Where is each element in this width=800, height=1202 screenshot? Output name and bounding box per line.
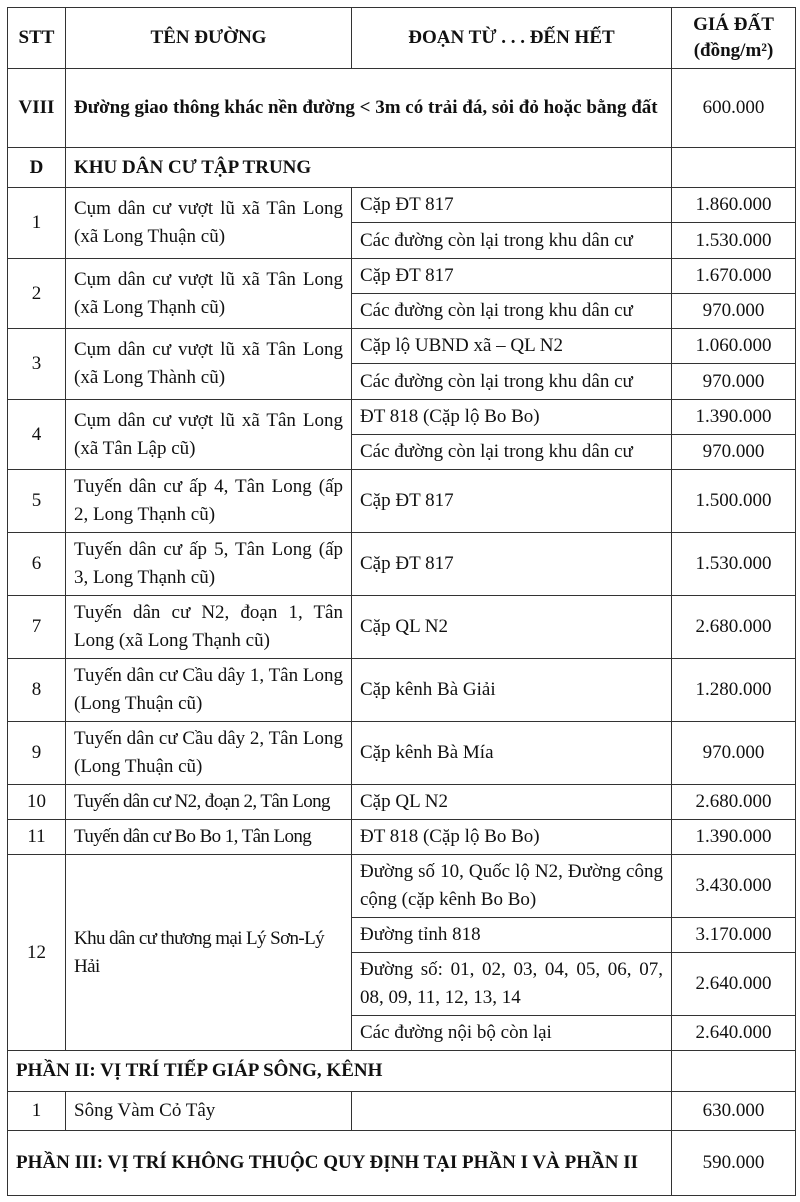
row-segment: Đường số: 01, 02, 03, 04, 05, 06, 07, 08, 09, 11, 12, 13, 14	[352, 953, 672, 1016]
row-price: 1.670.000	[672, 259, 796, 294]
header-name: TÊN ĐƯỜNG	[66, 8, 352, 69]
row-segment: Các đường còn lại trong khu dân cư	[352, 364, 672, 400]
row-name: Sông Vàm Cỏ Tây	[66, 1092, 352, 1131]
row-segment: Các đường nội bộ còn lại	[352, 1016, 672, 1051]
header-stt: STT	[8, 8, 66, 69]
section-row-d	[8, 148, 796, 188]
row-price: 2.680.000	[672, 785, 796, 820]
row-name: Khu dân cư thương mại Lý Sơn-Lý Hải	[66, 855, 352, 1051]
row-price: 1.860.000	[672, 188, 796, 223]
row-segment: Đường tỉnh 818	[352, 918, 672, 953]
row-stt: 7	[8, 596, 66, 659]
row-price: 1.500.000	[672, 470, 796, 533]
row-stt: 4	[8, 400, 66, 470]
part-ii-row	[8, 1051, 796, 1092]
row-stt: 6	[8, 533, 66, 596]
row-name: Tuyến dân cư Bo Bo 1, Tân Long	[66, 820, 352, 855]
section-row-viii	[8, 69, 796, 148]
table-row	[8, 259, 796, 294]
table-row	[8, 533, 796, 596]
table-row	[8, 659, 796, 722]
row-segment: Cặp ĐT 817	[352, 470, 672, 533]
row-name: Tuyến dân cư N2, đoạn 2, Tân Long	[66, 785, 352, 820]
section-title: KHU DÂN CƯ TẬP TRUNG	[66, 148, 672, 188]
row-segment: Cặp kênh Bà Giải	[352, 659, 672, 722]
section-price: 600.000	[672, 69, 796, 148]
row-price: 2.680.000	[672, 596, 796, 659]
table-row	[8, 1092, 796, 1131]
row-name: Cụm dân cư vượt lũ xã Tân Long (xã Long Thạnh cũ)	[66, 259, 352, 329]
row-segment: Cặp ĐT 817	[352, 188, 672, 223]
row-segment: Cặp kênh Bà Mía	[352, 722, 672, 785]
row-stt: 9	[8, 722, 66, 785]
row-stt: 1	[8, 188, 66, 259]
row-name: Tuyến dân cư ấp 5, Tân Long (ấp 3, Long Thạnh cũ)	[66, 533, 352, 596]
row-price: 3.430.000	[672, 855, 796, 918]
row-price: 970.000	[672, 364, 796, 400]
row-stt: 1	[8, 1092, 66, 1131]
row-price: 970.000	[672, 435, 796, 470]
row-segment: Cặp ĐT 817	[352, 259, 672, 294]
row-stt: 11	[8, 820, 66, 855]
row-segment: ĐT 818 (Cặp lộ Bo Bo)	[352, 400, 672, 435]
table-row	[8, 400, 796, 435]
part-iii-row	[8, 1131, 796, 1196]
row-segment: Cặp QL N2	[352, 596, 672, 659]
part-ii-price	[672, 1051, 796, 1092]
row-name: Tuyến dân cư N2, đoạn 1, Tân Long (xã Long Thạnh cũ)	[66, 596, 352, 659]
row-name: Tuyến dân cư Cầu dây 1, Tân Long (Long Thuận cũ)	[66, 659, 352, 722]
row-price: 2.640.000	[672, 1016, 796, 1051]
table-row	[8, 596, 796, 659]
row-segment: Các đường còn lại trong khu dân cư	[352, 435, 672, 470]
row-segment: Các đường còn lại trong khu dân cư	[352, 223, 672, 259]
table-row	[8, 855, 796, 918]
row-name: Cụm dân cư vượt lũ xã Tân Long (xã Tân Lập cũ)	[66, 400, 352, 470]
row-price: 630.000	[672, 1092, 796, 1131]
section-title: Đường giao thông khác nền đường < 3m có trải đá, sỏi đỏ hoặc bằng đất	[66, 69, 672, 148]
row-stt: 5	[8, 470, 66, 533]
table-row	[8, 188, 796, 223]
part-iii-price: 590.000	[672, 1131, 796, 1196]
row-segment: ĐT 818 (Cặp lộ Bo Bo)	[352, 820, 672, 855]
row-stt: 8	[8, 659, 66, 722]
header-segment: ĐOẠN TỪ . . . ĐẾN HẾT	[352, 8, 672, 69]
row-name: Cụm dân cư vượt lũ xã Tân Long (xã Long Thành cũ)	[66, 329, 352, 400]
row-stt: 2	[8, 259, 66, 329]
row-price: 1.530.000	[672, 533, 796, 596]
row-price: 970.000	[672, 294, 796, 329]
row-price: 3.170.000	[672, 918, 796, 953]
part-iii-title: PHẦN III: VỊ TRÍ KHÔNG THUỘC QUY ĐỊNH TẠI PHẦN I VÀ PHẦN II	[8, 1131, 672, 1196]
row-segment: Cặp QL N2	[352, 785, 672, 820]
header-price-line2: (đồng/m²)	[693, 40, 774, 61]
header-row	[8, 8, 796, 69]
table-row	[8, 329, 796, 364]
row-segment: Cặp lộ UBND xã – QL N2	[352, 329, 672, 364]
header-price-line1: GIÁ ĐẤT	[693, 14, 774, 35]
section-stt: VIII	[8, 69, 66, 148]
table-row	[8, 470, 796, 533]
row-price: 2.640.000	[672, 953, 796, 1016]
table-row	[8, 722, 796, 785]
row-price: 1.390.000	[672, 400, 796, 435]
row-segment: Đường số 10, Quốc lộ N2, Đường công cộng (cặp kênh Bo Bo)	[352, 855, 672, 918]
row-price: 1.390.000	[672, 820, 796, 855]
row-name: Tuyến dân cư ấp 4, Tân Long (ấp 2, Long Thạnh cũ)	[66, 470, 352, 533]
section-stt: D	[8, 148, 66, 188]
row-price: 1.060.000	[672, 329, 796, 364]
row-price: 1.280.000	[672, 659, 796, 722]
row-name: Tuyến dân cư Cầu dây 2, Tân Long (Long Thuận cũ)	[66, 722, 352, 785]
table-row	[8, 820, 796, 855]
land-price-table	[7, 7, 796, 1196]
header-price	[672, 8, 796, 69]
row-stt: 10	[8, 785, 66, 820]
row-segment: Cặp ĐT 817	[352, 533, 672, 596]
row-segment: Các đường còn lại trong khu dân cư	[352, 294, 672, 329]
row-stt: 3	[8, 329, 66, 400]
row-name: Cụm dân cư vượt lũ xã Tân Long (xã Long Thuận cũ)	[66, 188, 352, 259]
row-price: 970.000	[672, 722, 796, 785]
section-price	[672, 148, 796, 188]
row-price: 1.530.000	[672, 223, 796, 259]
row-segment	[352, 1092, 672, 1131]
table-row	[8, 785, 796, 820]
part-ii-title: PHẦN II: VỊ TRÍ TIẾP GIÁP SÔNG, KÊNH	[8, 1051, 672, 1092]
row-stt: 12	[8, 855, 66, 1051]
